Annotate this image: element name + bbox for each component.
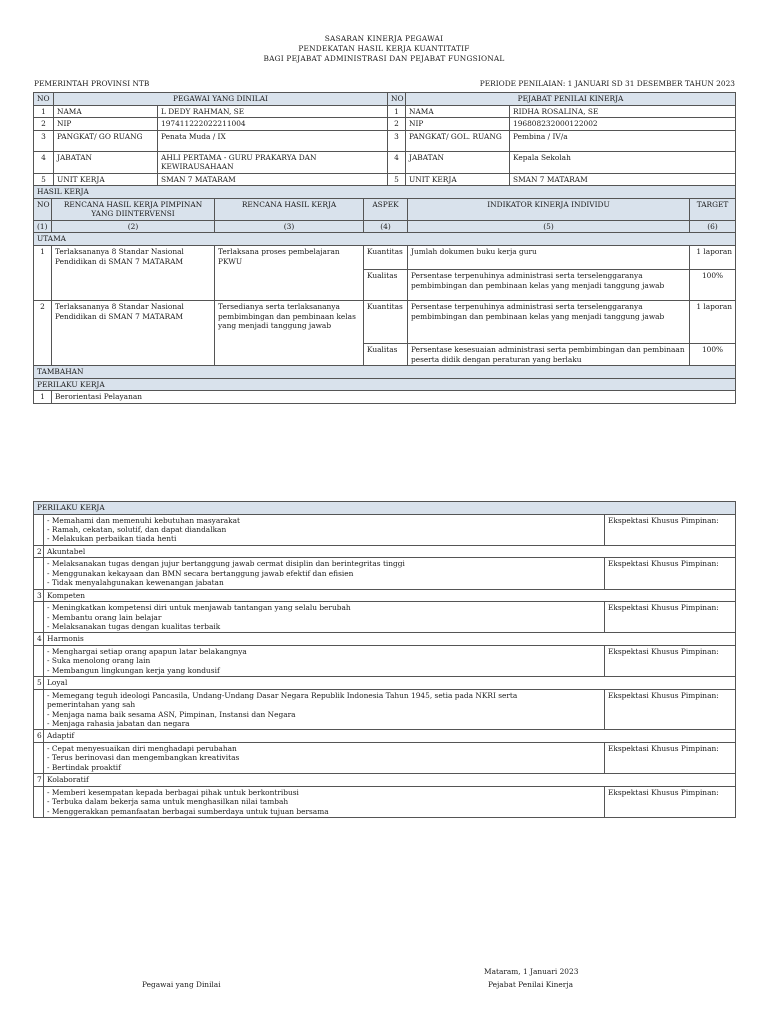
behavior-point: - Menghargai setiap orang apapun latar belakangnya	[47, 647, 247, 657]
behavior-points	[44, 786, 605, 817]
item-no: 6	[34, 730, 44, 743]
item-no: 7	[34, 774, 44, 787]
row-label: UNIT KERJA	[406, 173, 510, 186]
behavior-points	[44, 558, 605, 589]
doc-title-2: PENDEKATAN HASIL KERJA KUANTITATIF	[298, 44, 470, 53]
behavior-point: - Terus berinovasi dan mengembangkan kreativitas	[47, 753, 240, 763]
behavior-point: - Cepat menyesuaikan diri menghadapi perubahan	[47, 744, 237, 754]
target: 1 laporan	[690, 245, 736, 269]
employee-name: L DEDY RAHMAN, SE	[158, 105, 388, 118]
row-label: NAMA	[54, 105, 158, 118]
item-no: 2	[34, 300, 52, 365]
column-number: (3)	[215, 220, 364, 233]
table-row	[34, 545, 736, 558]
behavior-title: Adaptif	[44, 730, 736, 743]
table-row	[34, 602, 736, 633]
indicator: Jumlah dokumen buku kerja guru	[408, 245, 690, 269]
behavior-title: Kompeten	[44, 589, 736, 602]
behavior-point: - Melaksanakan tugas dengan jujur bertanggung jawab cermat disiplin dan berintegritas tinggi	[47, 559, 405, 569]
column-number: (4)	[364, 220, 408, 233]
employee-nip: 197411222022211004	[158, 118, 388, 131]
ekspektasi-cell: Ekspektasi Khusus Pimpinan:	[605, 743, 736, 774]
employee-unit: SMAN 7 MATARAM	[158, 173, 388, 186]
column-number-row	[34, 220, 736, 233]
behavior-point: - Memahami dan memenuhi kebutuhan masyarakat	[47, 515, 241, 525]
row-no: 1	[388, 105, 406, 118]
column-header: INDIKATOR KINERJA INDIVIDU	[408, 198, 690, 220]
org-name: PEMERINTAH PROVINSI NTB	[34, 79, 150, 88]
row-no: 2	[34, 118, 54, 131]
ekspektasi-cell: Ekspektasi Khusus Pimpinan:	[605, 646, 736, 677]
section-title: PERILAKU KERJA	[34, 502, 736, 515]
behavior-points	[44, 514, 605, 545]
tambahan-section	[34, 366, 736, 379]
behavior-title: Akuntabel	[44, 545, 736, 558]
behavior-points	[44, 602, 605, 633]
place-date: Mataram, 1 Januari 2023	[484, 967, 579, 976]
work-plan: Tersedianya serta terlaksananya pembimbingan dan pembinaan kelas yang menjadi tanggung jawab	[215, 300, 364, 365]
behavior-point: - Meningkatkan kompetensi diri untuk menjawab tantangan yang selalu berubah	[47, 603, 351, 613]
behavior-point: - Membangun lingkungan kerja yang kondusif	[47, 665, 220, 675]
period-label: PERIODE PENILAIAN: 1 JANUARI SD 31 DESEMBER TAHUN 2023	[479, 79, 735, 88]
pimpinan-plan: Terlaksananya 8 Standar Nasional Pendidikan di SMAN 7 MATARAM	[52, 300, 215, 365]
row-no: 4	[388, 151, 406, 173]
assessor-nip: 196808232000122002	[510, 118, 736, 131]
no-header: NO	[388, 93, 406, 106]
perilaku-section	[34, 502, 736, 515]
row-no: 3	[34, 130, 54, 151]
column-number: (5)	[408, 220, 690, 233]
behavior-point: - Ramah, cekatan, solutif, dan dapat diandalkan	[47, 525, 227, 534]
identity-table	[33, 92, 736, 187]
table-row	[34, 774, 736, 787]
table-row	[34, 633, 736, 646]
assessor-position: Kepala Sekolah	[510, 151, 736, 173]
indicator: Persentase terpenuhinya administrasi serta terselenggaranya pembimbingan dan pembinaan kelas yang menjadi tanggung jawab	[408, 269, 690, 300]
table-row	[34, 391, 736, 404]
doc-title-1: SASARAN KINERJA PEGAWAI	[324, 34, 444, 43]
behavior-point: - Bertindak proaktif	[47, 762, 121, 772]
behavior-points	[44, 743, 605, 774]
row-label: UNIT KERJA	[54, 173, 158, 186]
behavior-point: - Menggunakan kekayaan dan BMN secara bertanggung jawab efektif dan efisien	[47, 568, 354, 578]
target: 100%	[690, 343, 736, 365]
item-no: 4	[34, 633, 44, 646]
item-no: 2	[34, 545, 44, 558]
section-title: TAMBAHAN	[34, 366, 736, 379]
behavior-point: pemerintahan yang sah	[47, 700, 136, 710]
row-label: PANGKAT/ GOL. RUANG	[406, 130, 510, 151]
work-plan: Terlaksana proses pembelajaran PKWU	[215, 245, 364, 300]
behavior-point: - Menggerakkan pemanfaatan berbagai sumberdaya untuk tujuan bersama	[47, 806, 329, 816]
employee-signature-label: Pegawai yang Dinilai	[142, 980, 221, 989]
identity-row	[34, 130, 736, 151]
identity-row	[34, 105, 736, 118]
target: 1 laporan	[690, 300, 736, 343]
identity-header	[34, 93, 736, 106]
table-row	[34, 646, 736, 677]
right-header: PEJABAT PENILAI KINERJA	[406, 93, 736, 106]
row-label: NIP	[406, 118, 510, 131]
aspect: Kuantitas	[364, 245, 408, 269]
section-title: HASIL KERJA	[34, 186, 736, 199]
identity-row	[34, 151, 736, 173]
row-no: 3	[388, 130, 406, 151]
behavior-points	[44, 646, 605, 677]
table-row	[34, 558, 736, 589]
perilaku-table	[33, 501, 736, 818]
column-number: (6)	[690, 220, 736, 233]
utama-section	[34, 233, 736, 246]
row-label: JABATAN	[406, 151, 510, 173]
assessor-signature-label: Pejabat Penilai Kinerja	[488, 980, 574, 989]
ekspektasi-cell: Ekspektasi Khusus Pimpinan:	[605, 514, 736, 545]
table-row	[34, 786, 736, 817]
row-no: 5	[388, 173, 406, 186]
table-row	[34, 689, 736, 730]
ekspektasi-cell: Ekspektasi Khusus Pimpinan:	[605, 602, 736, 633]
column-header: RENCANA HASIL KERJA PIMPINAN YANG DIINTERVENSI	[52, 198, 215, 220]
table-row	[34, 730, 736, 743]
item-no: 3	[34, 589, 44, 602]
aspect: Kualitas	[364, 343, 408, 365]
no-header: NO	[34, 93, 54, 106]
behavior-point: - Tidak menyalahgunakan kewenangan jabatan	[47, 578, 224, 588]
indicator: Persentase terpenuhinya administrasi serta terselenggaranya pembimbingan dan pembinaan kelas yang menjadi tanggung jawab	[408, 300, 690, 343]
assessor-name: RIDHA ROSALINA, SE	[510, 105, 736, 118]
assessor-unit: SMAN 7 MATARAM	[510, 173, 736, 186]
section-title: PERILAKU KERJA	[34, 378, 736, 391]
row-label: JABATAN	[54, 151, 158, 173]
item-no	[34, 514, 44, 545]
table-row	[34, 677, 736, 690]
employee-rank: Penata Muda / IX	[158, 130, 388, 151]
target: 100%	[690, 269, 736, 300]
behavior-points	[44, 689, 605, 730]
assessor-rank: Pembina / IV/a	[510, 130, 736, 151]
column-number: (2)	[52, 220, 215, 233]
behavior-point: - Membantu orang lain belajar	[47, 612, 162, 622]
row-no: 2	[388, 118, 406, 131]
behavior-title: Harmonis	[44, 633, 736, 646]
table-row	[34, 300, 736, 343]
item-no: 5	[34, 677, 44, 690]
hasil-kerja-section	[34, 186, 736, 199]
item-no: 1	[34, 391, 52, 404]
behavior-title: Berorientasi Pelayanan	[52, 391, 736, 404]
behavior-point: - Melakukan perbaikan tiada henti	[47, 534, 177, 544]
row-label: NAMA	[406, 105, 510, 118]
aspect: Kualitas	[364, 269, 408, 300]
ekspektasi-cell: Ekspektasi Khusus Pimpinan:	[605, 689, 736, 730]
row-no: 5	[34, 173, 54, 186]
perilaku-section	[34, 378, 736, 391]
behavior-title: Kolaboratif	[44, 774, 736, 787]
indicator: Persentase kesesuaian administrasi serta pembimbingan dan pembinaan peserta didik dengan peraturan yang berlaku	[408, 343, 690, 365]
column-header: TARGET	[690, 198, 736, 220]
employee-position: AHLI PERTAMA - GURU PRAKARYA DAN KEWIRAUSAHAAN	[158, 151, 388, 173]
behavior-point: - Terbuka dalam bekerja sama untuk menghasilkan nilai tambah	[47, 797, 289, 807]
row-label: PANGKAT/ GO RUANG	[54, 130, 158, 151]
identity-row	[34, 118, 736, 131]
table-row	[34, 514, 736, 545]
behavior-point: - Memberi kesempatan kepada berbagai pihak untuk berkontribusi	[47, 787, 299, 797]
table-row	[34, 743, 736, 774]
row-no: 1	[34, 105, 54, 118]
left-header: PEGAWAI YANG DINILAI	[54, 93, 388, 106]
column-header: NO	[34, 198, 52, 220]
column-header: ASPEK	[364, 198, 408, 220]
item-no: 1	[34, 245, 52, 300]
table-row	[34, 589, 736, 602]
behavior-point: - Suka menolong orang lain	[47, 656, 151, 666]
aspect: Kuantitas	[364, 300, 408, 343]
pimpinan-plan: Terlaksananya 8 Standar Nasional Pendidikan di SMAN 7 MATARAM	[52, 245, 215, 300]
hasil-kerja-header	[34, 198, 736, 220]
doc-title-3: BAGI PEJABAT ADMINISTRASI DAN PEJABAT FUNGSIONAL	[263, 54, 505, 63]
column-header: RENCANA HASIL KERJA	[215, 198, 364, 220]
table-row	[34, 245, 736, 269]
row-no: 4	[34, 151, 54, 173]
behavior-point: - Menjaga rahasia jabatan dan negara	[47, 719, 190, 729]
ekspektasi-cell: Ekspektasi Khusus Pimpinan:	[605, 786, 736, 817]
behavior-point: - Melaksanakan tugas dengan kualitas terbaik	[47, 622, 221, 632]
hasil-kerja-table	[33, 185, 736, 404]
behavior-point: - Menjaga nama baik sesama ASN, Pimpinan, Instansi dan Negara	[47, 709, 296, 719]
section-title: UTAMA	[34, 233, 736, 246]
behavior-point: - Memegang teguh ideologi Pancasila, Undang-Undang Dasar Negara Republik Indonesia Tahun 1945, setia pada NKRI serta	[47, 690, 518, 700]
ekspektasi-cell: Ekspektasi Khusus Pimpinan:	[605, 558, 736, 589]
column-number: (1)	[34, 220, 52, 233]
row-label: NIP	[54, 118, 158, 131]
behavior-title: Loyal	[44, 677, 736, 690]
